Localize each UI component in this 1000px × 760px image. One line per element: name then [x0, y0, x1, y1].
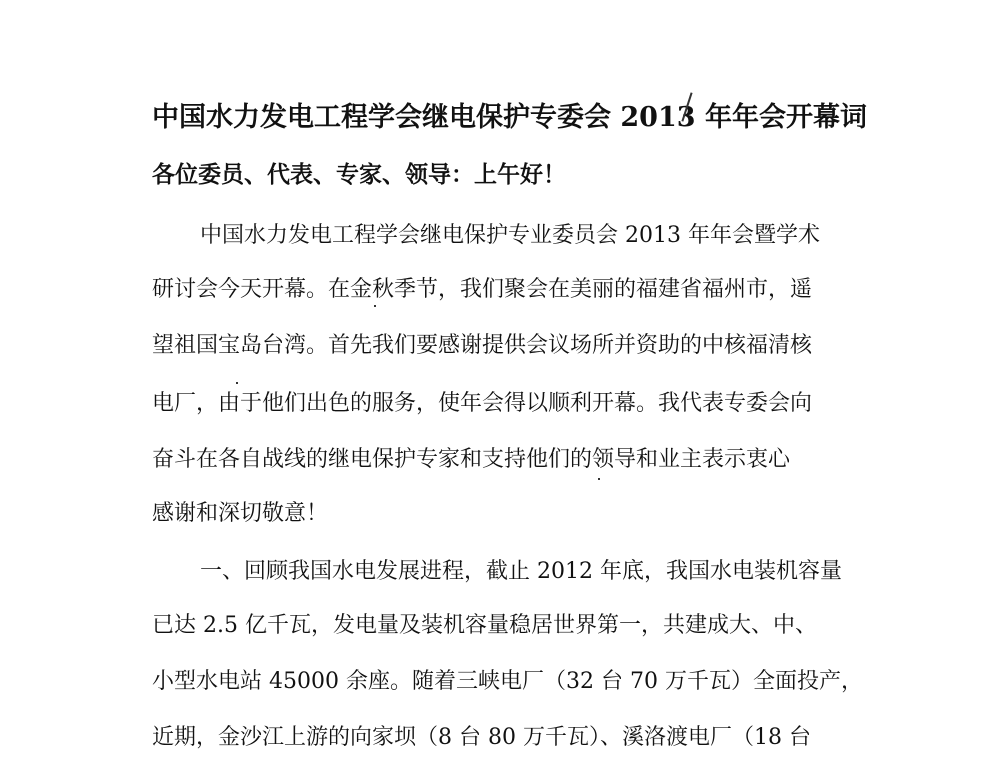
body-line-9: 小型水电站 45000 余座。随着三峡电厂（32 台 70 万千瓦）全面投产， — [152, 669, 863, 694]
document-title: 中国水力发电工程学会继电保护专委会 2013 年年会开幕词 — [152, 102, 867, 133]
scan-speck — [236, 382, 238, 384]
body-line-1: 中国水力发电工程学会继电保护专业委员会 2013 年年会暨学术 — [200, 223, 820, 248]
scan-speck — [598, 478, 600, 480]
body-line-5: 奋斗在各自战线的继电保护专家和支持他们的领导和业主表示衷心 — [152, 447, 791, 472]
body-line-4: 电厂，由于他们出色的服务，使年会得以顺利开幕。我代表专委会向 — [152, 391, 813, 416]
body-line-10: 近期，金沙江上游的向家坝（8 台 80 万千瓦）、溪洛渡电厂（18 台 — [152, 725, 811, 750]
body-line-8: 已达 2.5 亿千瓦，发电量及装机容量稳居世界第一，共建成大、中、 — [152, 613, 817, 638]
greeting-line: 各位委员、代表、专家、领导：上午好！ — [152, 161, 566, 188]
body-line-6: 感谢和深切敬意！ — [152, 501, 329, 526]
body-line-2: 研讨会今天开幕。在金秋季节，我们聚会在美丽的福建省福州市，遥 — [152, 277, 813, 302]
scan-speck — [374, 305, 376, 307]
body-line-7: 一、回顾我国水电发展进程，截止 2012 年底，我国水电装机容量 — [200, 559, 842, 584]
body-line-3: 望祖国宝岛台湾。首先我们要感谢提供会议场所并资助的中核福清核 — [152, 333, 813, 358]
